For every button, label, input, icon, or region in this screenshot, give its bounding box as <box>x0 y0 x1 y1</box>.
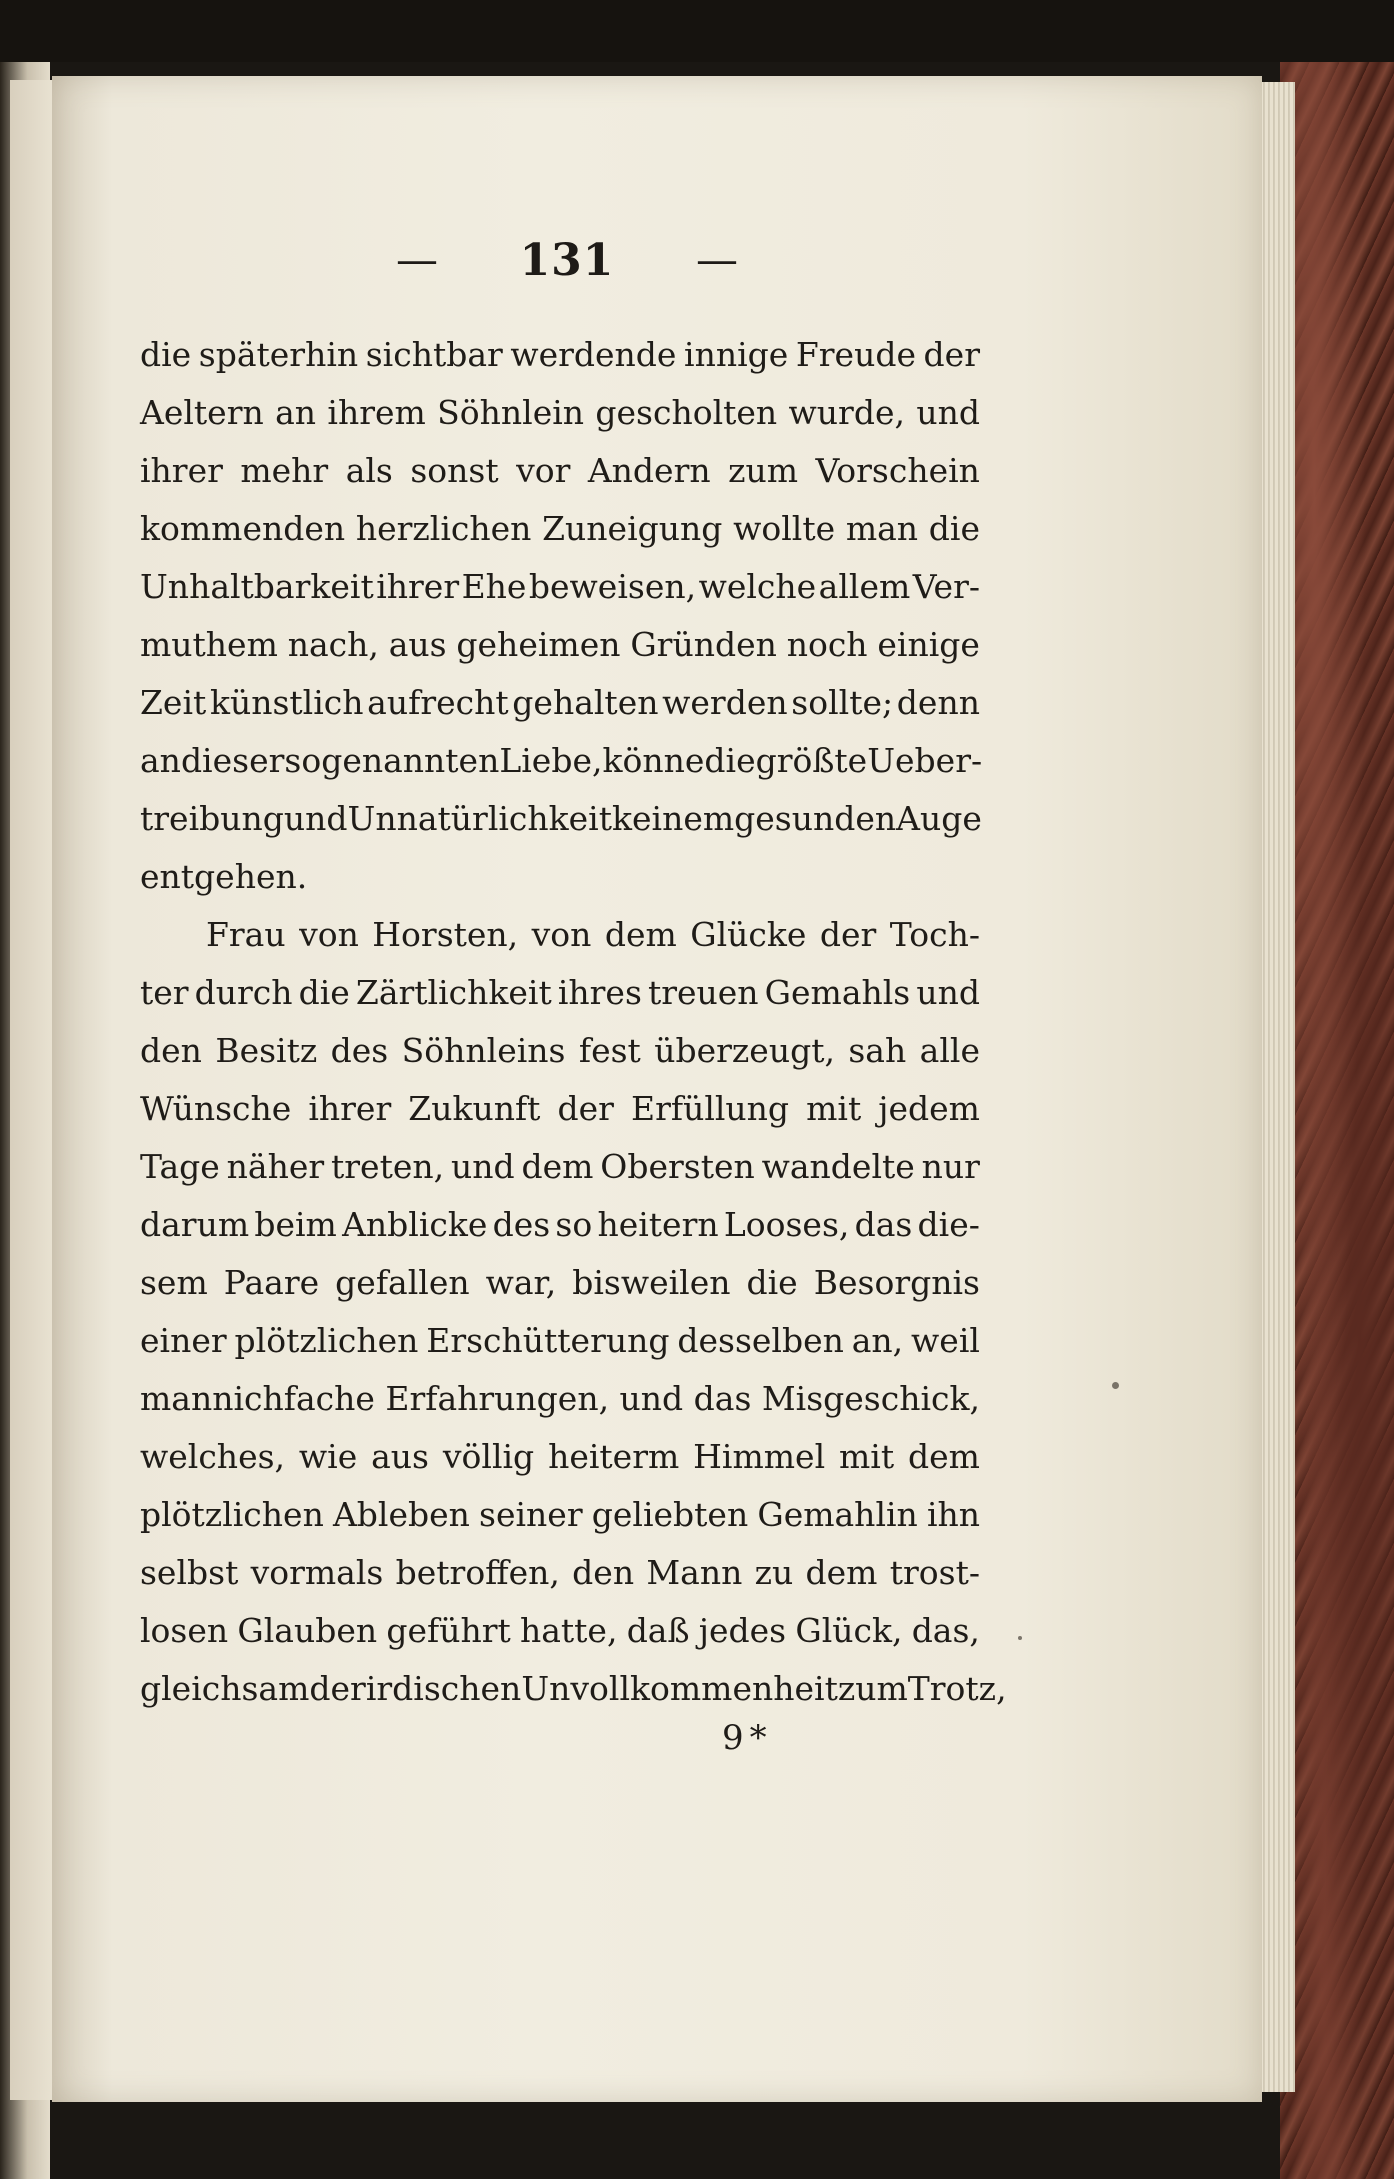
word: die <box>140 335 192 374</box>
text-line <box>140 906 980 964</box>
word: Misgeschick, <box>761 1379 980 1418</box>
word: die <box>704 741 756 780</box>
word: mehr <box>240 451 329 490</box>
text-line <box>140 964 980 1022</box>
word: Unnatürlichkeit <box>347 799 612 838</box>
word: Glück, <box>795 1611 903 1650</box>
word: dem <box>604 915 677 954</box>
text-line <box>140 790 980 848</box>
word: bisweilen <box>572 1263 731 1302</box>
word: das, <box>911 1611 980 1650</box>
paper-speck <box>1112 1382 1119 1389</box>
word: zum <box>837 1669 908 1708</box>
text-line <box>140 1080 980 1138</box>
word: welches, <box>140 1437 286 1476</box>
word: alle <box>919 1031 980 1070</box>
word: wie <box>298 1437 358 1476</box>
word: künstlich <box>209 683 364 722</box>
word: als <box>345 451 393 490</box>
word: Paare <box>223 1263 320 1302</box>
word: Anblicke <box>342 1205 488 1244</box>
word: Zukunft <box>408 1089 541 1128</box>
text-line <box>140 1196 980 1254</box>
word: hatte, <box>519 1611 618 1650</box>
word: vor <box>516 451 571 490</box>
word: aus <box>371 1437 429 1476</box>
text-line <box>140 1370 980 1428</box>
word: zu <box>754 1553 794 1592</box>
word: Unhaltbarkeit <box>140 567 374 606</box>
word: ihrem <box>327 393 426 432</box>
word: Tage <box>140 1147 220 1186</box>
word: des <box>492 1205 551 1244</box>
word: völlig <box>442 1437 535 1476</box>
word: sah <box>848 1031 907 1070</box>
word: geheimen <box>456 625 621 664</box>
word: Besitz <box>215 1031 318 1070</box>
word: gesunden <box>734 799 897 838</box>
text-line <box>140 1486 980 1544</box>
word: wollte <box>733 509 836 548</box>
word: man <box>845 509 919 548</box>
word: treten, <box>331 1147 445 1186</box>
word: einer <box>140 1321 227 1360</box>
word: könne <box>602 741 705 780</box>
text-line <box>140 1022 980 1080</box>
word: selbst <box>140 1553 239 1592</box>
word: sonst <box>410 451 499 490</box>
word: weil <box>911 1321 980 1360</box>
word: denn <box>896 683 980 722</box>
text-line <box>140 384 980 442</box>
word: Aeltern <box>140 393 264 432</box>
word: der <box>557 1089 614 1128</box>
word: überzeugt, <box>654 1031 835 1070</box>
word: dem <box>805 1553 878 1592</box>
word: plötzlichen <box>140 1495 324 1534</box>
word: herzlichen <box>355 509 532 548</box>
text-line <box>140 1312 980 1370</box>
word: dem <box>521 1147 594 1186</box>
word: daß <box>626 1611 690 1650</box>
word: die <box>298 973 350 1012</box>
word: allem <box>818 567 911 606</box>
word: gehalten <box>512 683 659 722</box>
word: geliebten <box>591 1495 749 1534</box>
scanner-background <box>0 0 1394 62</box>
word: aus <box>388 625 447 664</box>
word: Andern <box>587 451 711 490</box>
word: der <box>819 915 877 954</box>
word: mit <box>806 1089 862 1128</box>
word: Vorschein <box>815 451 980 490</box>
word: den <box>572 1553 635 1592</box>
word: ihrer <box>308 1089 392 1128</box>
word: Ehe <box>461 567 527 606</box>
text-line <box>140 442 980 500</box>
word: Söhnlein <box>437 393 585 432</box>
text-line <box>140 500 980 558</box>
word: werden <box>662 683 788 722</box>
word: die <box>928 509 980 548</box>
word: ihn <box>926 1495 980 1534</box>
word: innige <box>684 335 789 374</box>
word: werdende <box>510 335 677 374</box>
word: noch <box>786 625 868 664</box>
word: keinem <box>612 799 735 838</box>
text-line <box>140 1428 980 1486</box>
body-text <box>140 326 1007 1718</box>
word: wandelte <box>761 1147 915 1186</box>
word: Himmel <box>693 1437 826 1476</box>
word: und <box>283 799 348 838</box>
header-dash-left: — <box>396 235 438 284</box>
word: Zeit <box>140 683 207 722</box>
text-line <box>140 326 980 384</box>
word: kommenden <box>140 509 346 548</box>
word: Erfüllung <box>630 1089 790 1128</box>
word: Erschütterung <box>426 1321 670 1360</box>
header-dash-right: — <box>695 235 738 284</box>
word: beweisen, <box>528 567 697 606</box>
word: Zuneigung <box>542 509 723 548</box>
word: Freude <box>795 335 916 374</box>
word: sollte; <box>791 683 894 722</box>
word: Ver- <box>912 567 980 606</box>
running-head <box>396 230 738 290</box>
word: das <box>693 1379 752 1418</box>
text-line <box>140 1254 980 1312</box>
paper-speck <box>1018 1636 1022 1640</box>
word: Unvollkommenheit <box>521 1669 838 1708</box>
word: Horsten, <box>372 915 519 954</box>
word: treuen <box>647 973 759 1012</box>
word: und <box>619 1379 684 1418</box>
word: dieser <box>180 741 285 780</box>
word: gefallen <box>335 1263 470 1302</box>
word: jedes <box>698 1611 787 1650</box>
word: ihrer <box>376 567 460 606</box>
text-line <box>140 616 980 674</box>
word: Gemahlin <box>757 1495 918 1534</box>
text-line <box>140 558 980 616</box>
word: an <box>275 393 317 432</box>
word: Mann <box>646 1553 743 1592</box>
word: Glauben <box>237 1611 378 1650</box>
word: von <box>299 915 359 954</box>
signature-mark: 9* <box>722 1718 773 1758</box>
word: den <box>140 1031 202 1070</box>
word: irdischen <box>365 1669 522 1708</box>
word: von <box>531 915 592 954</box>
word: geführt <box>386 1611 511 1650</box>
word: gescholten <box>595 393 778 432</box>
text-line <box>140 1138 980 1196</box>
word: wurde, <box>788 393 905 432</box>
word: entgehen. <box>140 857 308 896</box>
word: ter <box>140 973 189 1012</box>
word: und <box>916 393 980 432</box>
word: Ableben <box>332 1495 470 1534</box>
word: die <box>746 1263 798 1302</box>
word: treibung <box>140 799 284 838</box>
word: Gründen <box>630 625 777 664</box>
text-line <box>140 1660 1007 1718</box>
word: ihres <box>557 973 642 1012</box>
word: sem <box>140 1263 208 1302</box>
word: Looses, <box>723 1205 850 1244</box>
word: der <box>309 1669 366 1708</box>
word: aufrecht <box>367 683 509 722</box>
word: gleichsam <box>140 1669 310 1708</box>
word: betroffen, <box>395 1553 560 1592</box>
word: beim <box>254 1205 337 1244</box>
word: Trotz, <box>907 1669 1007 1708</box>
word: heitern <box>597 1205 719 1244</box>
word: Glücke <box>690 915 807 954</box>
word: sogenannten <box>284 741 500 780</box>
word: Söhnleins <box>401 1031 566 1070</box>
text-line <box>140 1544 980 1602</box>
word: Erfahrungen, <box>385 1379 610 1418</box>
word: Gemahls <box>764 973 911 1012</box>
text-line <box>140 674 980 732</box>
word: Wünsche <box>140 1089 292 1128</box>
word: desselben <box>677 1321 844 1360</box>
word: näher <box>226 1147 325 1186</box>
word: fest <box>578 1031 641 1070</box>
word: mannichfache <box>140 1379 375 1418</box>
word: und <box>450 1147 515 1186</box>
word: trost- <box>889 1553 980 1592</box>
text-line <box>140 732 983 790</box>
word: nur <box>921 1147 980 1186</box>
word: sichtbar <box>365 335 503 374</box>
word: muthem <box>140 625 278 664</box>
word: war, <box>485 1263 557 1302</box>
text-line <box>140 1602 980 1660</box>
word: mit <box>839 1437 895 1476</box>
word: Toch- <box>889 915 980 954</box>
page-number: 131 <box>519 234 615 286</box>
word: der <box>923 335 980 374</box>
word: losen <box>140 1611 229 1650</box>
word: des <box>330 1031 389 1070</box>
word: dem <box>908 1437 980 1476</box>
word: zum <box>728 451 799 490</box>
word: welche <box>698 567 817 606</box>
word: ihrer <box>140 451 223 490</box>
marbled-cover-board <box>1280 62 1394 2179</box>
word: durch <box>194 973 293 1012</box>
text-line <box>140 848 980 906</box>
word: Ueber- <box>867 741 983 780</box>
word: an, <box>851 1321 904 1360</box>
word: so <box>555 1205 593 1244</box>
word: Auge <box>896 799 982 838</box>
word: Frau <box>206 915 286 954</box>
word: Obersten <box>600 1147 755 1186</box>
word: darum <box>140 1205 250 1244</box>
word: vormals <box>250 1553 384 1592</box>
word: plötzlichen <box>234 1321 419 1360</box>
word: an <box>140 741 181 780</box>
word: das <box>854 1205 913 1244</box>
word: heiterm <box>548 1437 680 1476</box>
word: späterhin <box>198 335 359 374</box>
word: Liebe, <box>499 741 603 780</box>
word: und <box>916 973 980 1012</box>
word: Zärtlichkeit <box>355 973 552 1012</box>
word: größte <box>755 741 868 780</box>
word: nach, <box>287 625 379 664</box>
word: jedem <box>878 1089 980 1128</box>
word: seiner <box>479 1495 583 1534</box>
word: Besorgnis <box>813 1263 980 1302</box>
word: einige <box>877 625 980 664</box>
word: die- <box>917 1205 980 1244</box>
